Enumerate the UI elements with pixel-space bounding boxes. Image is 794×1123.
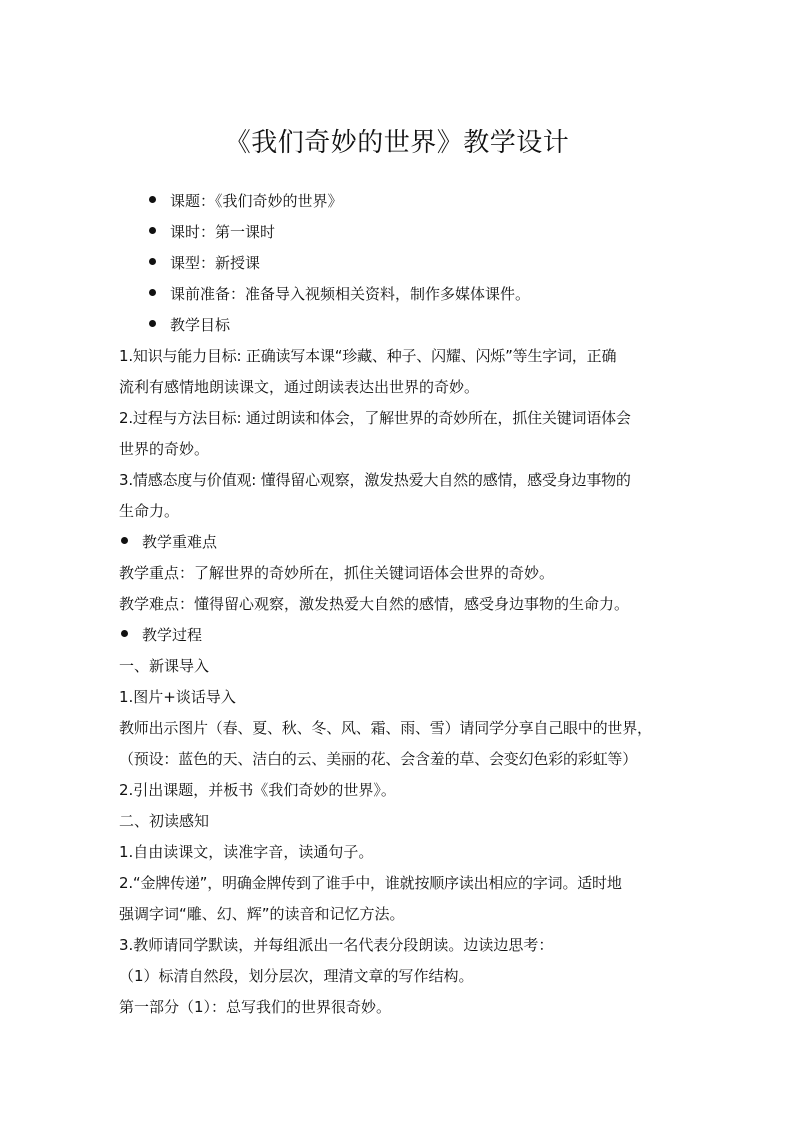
key-point-line: 教学重点：了解世界的奇妙所在，抓住关键词语体会世界的奇妙。 [119,564,555,582]
objective-1-line-2: 流利有感情地朗读课文，通过朗读表达出世界的奇妙。 [119,378,480,396]
meta-item-period: 课时：第一课时 [119,217,679,248]
bullet-icon [149,289,156,296]
objective-3-line-1: 3.情感态度与价值观: 懂得留心观察，激发热爱大自然的感情，感受身边事物的 [119,471,631,489]
meta-item-objectives-heading: 教学目标 [119,310,679,341]
difficulty-line: 教学难点：懂得留心观察，激发热爱大自然的感情，感受身边事物的生命力。 [119,595,630,613]
bullet-icon [149,258,156,265]
document-title: 《我们奇妙的世界》教学设计 [224,128,570,158]
section-2-part-1: 第一部分（1）：总写我们的世界很奇妙。 [119,998,392,1016]
section-1-step-2: 2.引出课题，并板书《我们奇妙的世界》。 [119,781,396,799]
section-2-step-3: 3.教师请同学默读，并每组派出一名代表分段朗读。边读边思考： [119,936,554,954]
bullet-icon [121,630,128,637]
bullet-icon [149,227,156,234]
process-heading: 教学过程 [119,620,679,651]
objective-2-line-1: 2.过程与方法目标: 通过朗读和体会，了解世界的奇妙所在，抓住关键词语体会 [119,409,631,427]
section-1-step-1: 1.图片+谈话导入 [119,688,236,706]
meta-item-lesson-type: 课型：新授课 [119,248,679,279]
section-1-paragraph-line-2: （预设：蓝色的天、洁白的云、美丽的花、会含羞的草、会变幻色彩的彩虹等） [119,750,638,768]
section-2-step-2-line-1: 2.“金牌传递”，明确金牌传到了谁手中，谁就按顺序读出相应的字词。适时地 [119,874,622,892]
section-2-step-1: 1.自由读课文，读准字音，读通句子。 [119,843,374,861]
objective-1-line-1: 1.知识与能力目标: 正确读写本课“珍藏、种子、闪耀、闪烁”等生字词，正确 [119,347,617,365]
meta-item-topic: 课题：《我们奇妙的世界》 [119,186,679,217]
bullet-icon [149,320,156,327]
objective-3-line-2: 生命力。 [119,502,180,520]
document-body [119,186,679,1023]
objective-2-line-2: 世界的奇妙。 [119,440,210,458]
section-2-heading: 二、初读感知 [119,812,210,830]
section-2-substep-1: （1）标清自然段，划分层次，理清文章的写作结构。 [119,967,474,985]
section-1-heading: 一、新课导入 [119,657,210,675]
section-2-step-2-line-2: 强调字词“雕、幻、辉”的读音和记忆方法。 [119,905,405,923]
bullet-icon [149,196,156,203]
key-points-heading: 教学重难点 [119,527,679,558]
bullet-icon [121,537,128,544]
meta-item-preparation: 课前准备：准备导入视频相关资料，制作多媒体课件。 [119,279,679,310]
section-1-paragraph-line-1: 教师出示图片（春、夏、秋、冬、风、霜、雨、雪）请同学分享自己眼中的世界， [119,719,652,737]
